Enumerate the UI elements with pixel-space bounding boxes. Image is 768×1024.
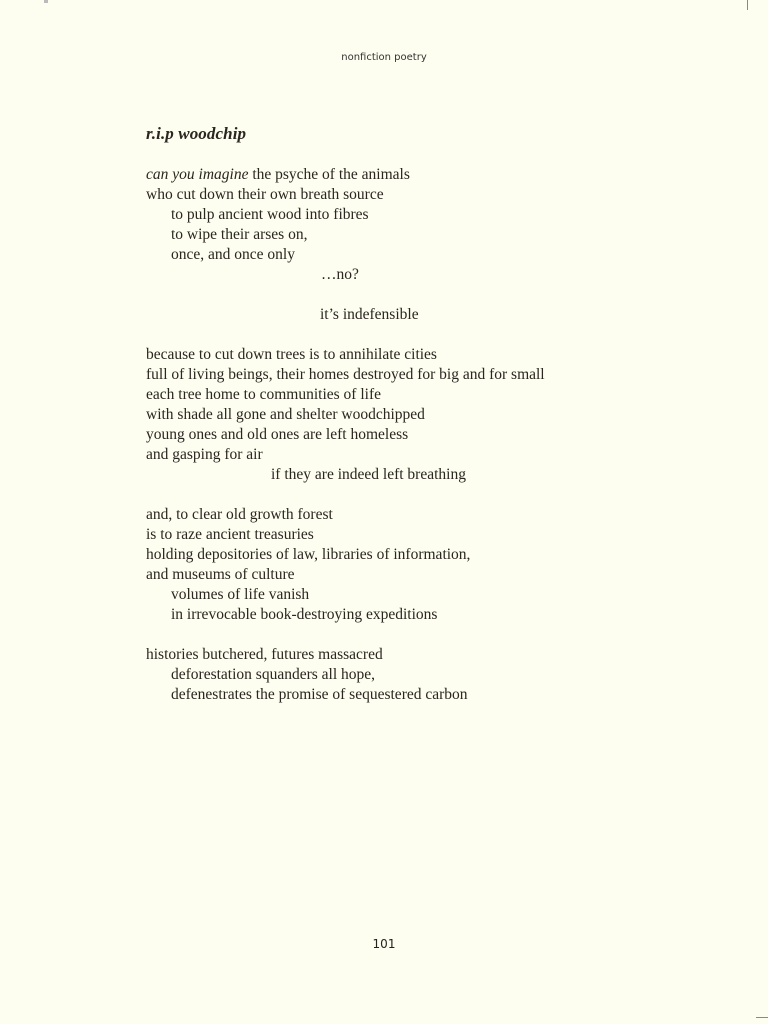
poem-title: r.i.p woodchip [146,124,247,143]
poem-line: in irrevocable book-destroying expeditions [171,606,438,623]
poem-line [146,165,410,185]
running-header: nonfiction poetry [341,52,427,63]
poem-line: if they are indeed left breathing [271,466,466,483]
poem-line: it’s indefensible [320,306,419,323]
poem-line: holding depositories of law, libraries of information, [146,546,471,563]
poem-line: is to raze ancient treasuries [146,526,314,543]
poem-line: to wipe their arses on, [171,226,308,243]
poem-line: each tree home to communities of life [146,386,381,403]
poem-line: because to cut down trees is to annihilate cities [146,346,437,363]
poem-line: who cut down their own breath source [146,186,384,203]
crop-mark [44,0,48,3]
poem-line: and, to clear old growth forest [146,506,333,523]
poem-line: with shade all gone and shelter woodchipped [146,406,425,423]
page-number: 101 [372,937,396,951]
poem-line-italic: can you imagine [146,166,249,183]
poem-line: deforestation squanders all hope, [171,666,376,683]
crop-mark [747,0,748,10]
poem-line: …no? [321,266,359,283]
poem-line: and gasping for air [146,446,263,463]
poem-line: defenestrates the promise of sequestered carbon [171,686,468,703]
poem-line: young ones and old ones are left homeless [146,426,409,443]
poem-line: histories butchered, futures massacred [146,646,383,663]
poem-line: volumes of life vanish [171,586,310,603]
poem-line: full of living beings, their homes destroyed for big and for small [146,366,545,383]
poem-line: to pulp ancient wood into fibres [171,206,369,223]
crop-mark [756,1017,768,1018]
poem-line: and museums of culture [146,566,295,583]
poem-line: once, and once only [171,246,295,263]
poem-line-text: the psyche of the animals [248,166,410,183]
